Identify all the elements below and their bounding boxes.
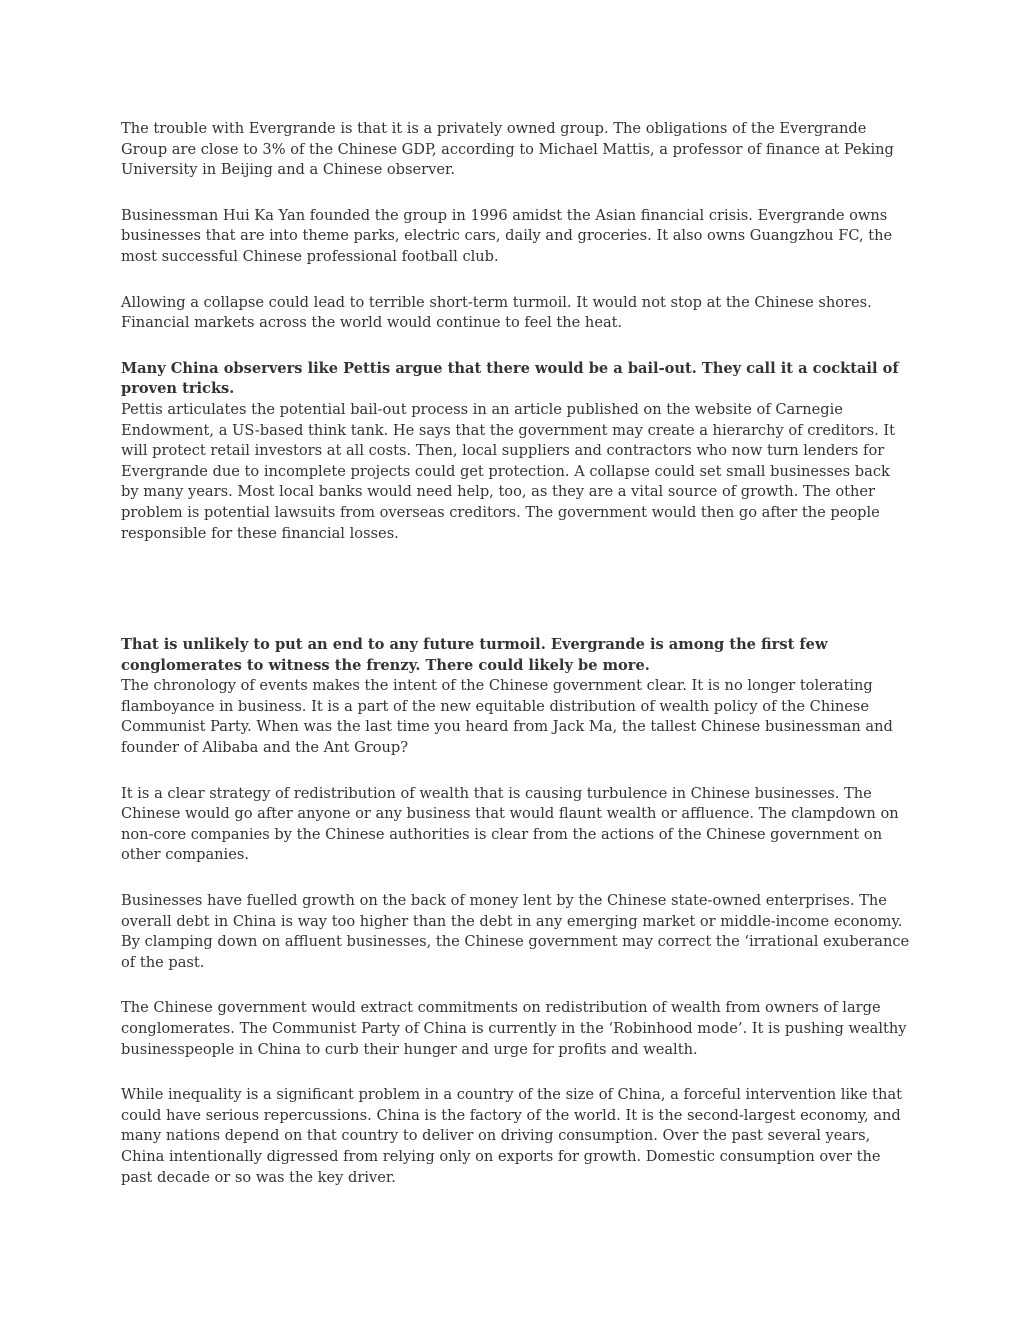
paragraph-robinhood-mode: The Chinese government would extract commitments on redistribution of wealth from owners of large conglomerates. The Communist Party of China is currently in the ‘Robinhood mode’. It is pushing wealthy businesspeople in China to curb their hunger and urge for profits and wealth. [121, 999, 907, 1058]
paragraph-founder: Businessman Hui Ka Yan founded the group in 1996 amidst the Asian financial crisis. Evergrande owns businesses that are into theme parks, electric cars, daily and groceries. It also owns Guangzhou FC, the most successful Chinese professional football club. [121, 206, 893, 265]
paragraph-redistribution-strategy: It is a clear strategy of redistribution of wealth that is causing turbulence in Chinese businesses. The Chinese would go after anyone or any business that would flaunt wealth or affluence. The clampdown on non-core companies by the Chinese authorities is clear from the actions of the Chinese government on other companies. [121, 784, 899, 864]
spacer [121, 569, 911, 635]
paragraph-chronology: The chronology of events makes the intent of the Chinese government clear. It is no longer tolerating flamboyance in business. It is a part of the new equitable distribution of wealth policy of the Chinese Communist Party. When was the last time you heard from Jack Ma, the tallest Chinese businessman and founder of Alibaba and the Ant Group? [121, 677, 893, 757]
paragraph-debt: Businesses have fuelled growth on the back of money lent by the Chinese state-owned enterprises. The overall debt in China is way too higher than the debt in any emerging market or middle-income economy. By clamping down on affluent businesses, the Chinese government may correct the ‘irrational exuberance of the past. [121, 892, 910, 971]
document-page [121, 119, 911, 1213]
paragraph-inequality: While inequality is a significant problem in a country of the size of China, a forceful intervention like that could have serious repercussions. China is the factory of the world. It is the second-largest economy, and many nations depend on that country to deliver on driving consumption. Over the past several years, China intentionally digressed from relying only on exports for growth. Domestic consumption over the past decade or so was the key driver. [121, 1086, 903, 1186]
paragraph-bail-out-process: Pettis articulates the potential bail-out process in an article published on the website of Carnegie Endowment, a US-based think tank. He says that the government may create a hierarchy of creditors. It will protect retail investors at all costs. Then, local suppliers and contractors who now turn lenders for Evergrande due to incomplete projects could get protection. A collapse could set small businesses back by many years. Most local banks would need help, too, as they are a vital source of growth. The other problem is potential lawsuits from overseas creditors. The government would then go after the people responsible for these financial losses. [121, 400, 896, 542]
paragraph-evergrande-obligations: The trouble with Evergrande is that it is a privately owned group. The obligations of the Evergrande Group are close to 3% of the Chinese GDP, according to Michael Mattis, a professor of finance at Peking University in Beijing and a Chinese observer. [121, 120, 894, 179]
heading-bail-out: Many China observers like Pettis argue that there would be a bail-out. They call it a cocktail of proven tricks. [121, 359, 899, 398]
paragraph-collapse-turmoil: Allowing a collapse could lead to terrible short-term turmoil. It would not stop at the Chinese shores. Financial markets across the world would continue to feel the heat. [121, 293, 872, 332]
heading-future-turmoil: That is unlikely to put an end to any future turmoil. Evergrande is among the first few conglomerates to witness the frenzy. There could likely be more. [121, 636, 828, 674]
